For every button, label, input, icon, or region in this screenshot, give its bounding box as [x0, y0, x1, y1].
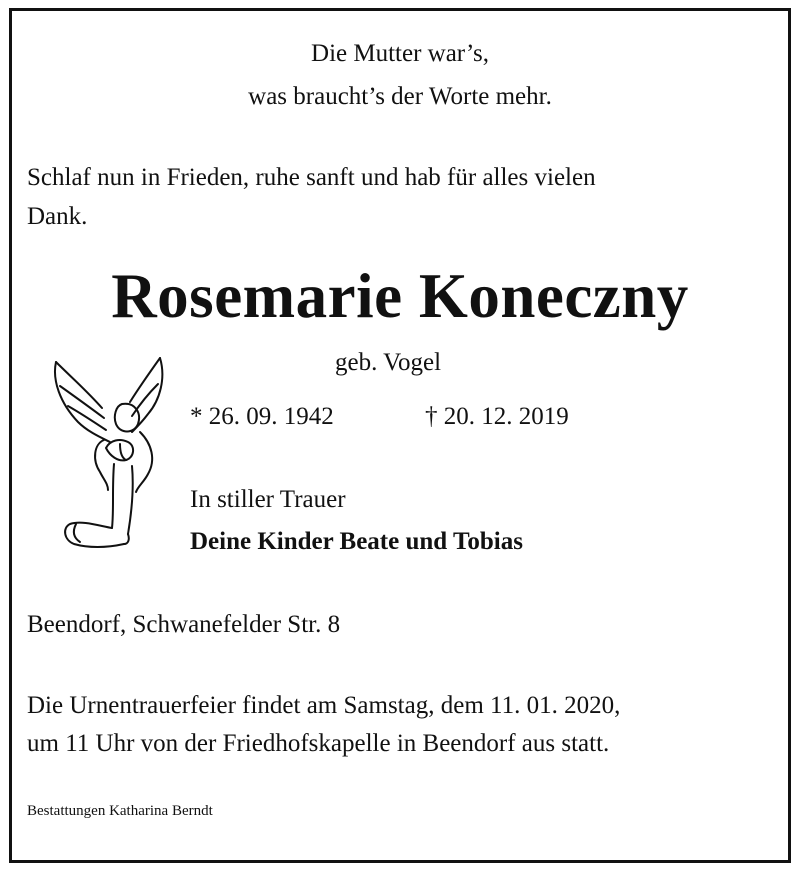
undertaker: Bestattungen Katharina Berndt — [27, 803, 213, 819]
verse-line-1: Die Mutter war’s, — [311, 40, 489, 67]
death-date: † 20. 12. 2019 — [425, 403, 569, 430]
birth-name: geb. Vogel — [335, 349, 442, 376]
mourners-names: Deine Kinder Beate und Tobias — [190, 528, 523, 555]
ceremony-line-2: um 11 Uhr von der Friedhofskapelle in Beendorf aus statt. — [27, 730, 610, 757]
farewell-line-2: Dank. — [27, 203, 88, 230]
address: Beendorf, Schwanefelder Str. 8 — [27, 611, 341, 638]
ceremony-line-1: Die Urnentrauerfeier findet am Samstag, dem 11. 01. 2020, — [27, 692, 621, 719]
birth-date: * 26. 09. 1942 — [190, 403, 334, 430]
farewell-line-1: Schlaf nun in Frieden, ruhe sanft und hab für alles vielen — [27, 164, 596, 191]
deceased-name: Rosemarie Koneczny — [111, 261, 689, 331]
verse-line-2: was braucht’s der Worte mehr. — [248, 83, 552, 110]
mourners-intro: In stiller Trauer — [190, 486, 346, 513]
angel-icon — [48, 348, 173, 558]
